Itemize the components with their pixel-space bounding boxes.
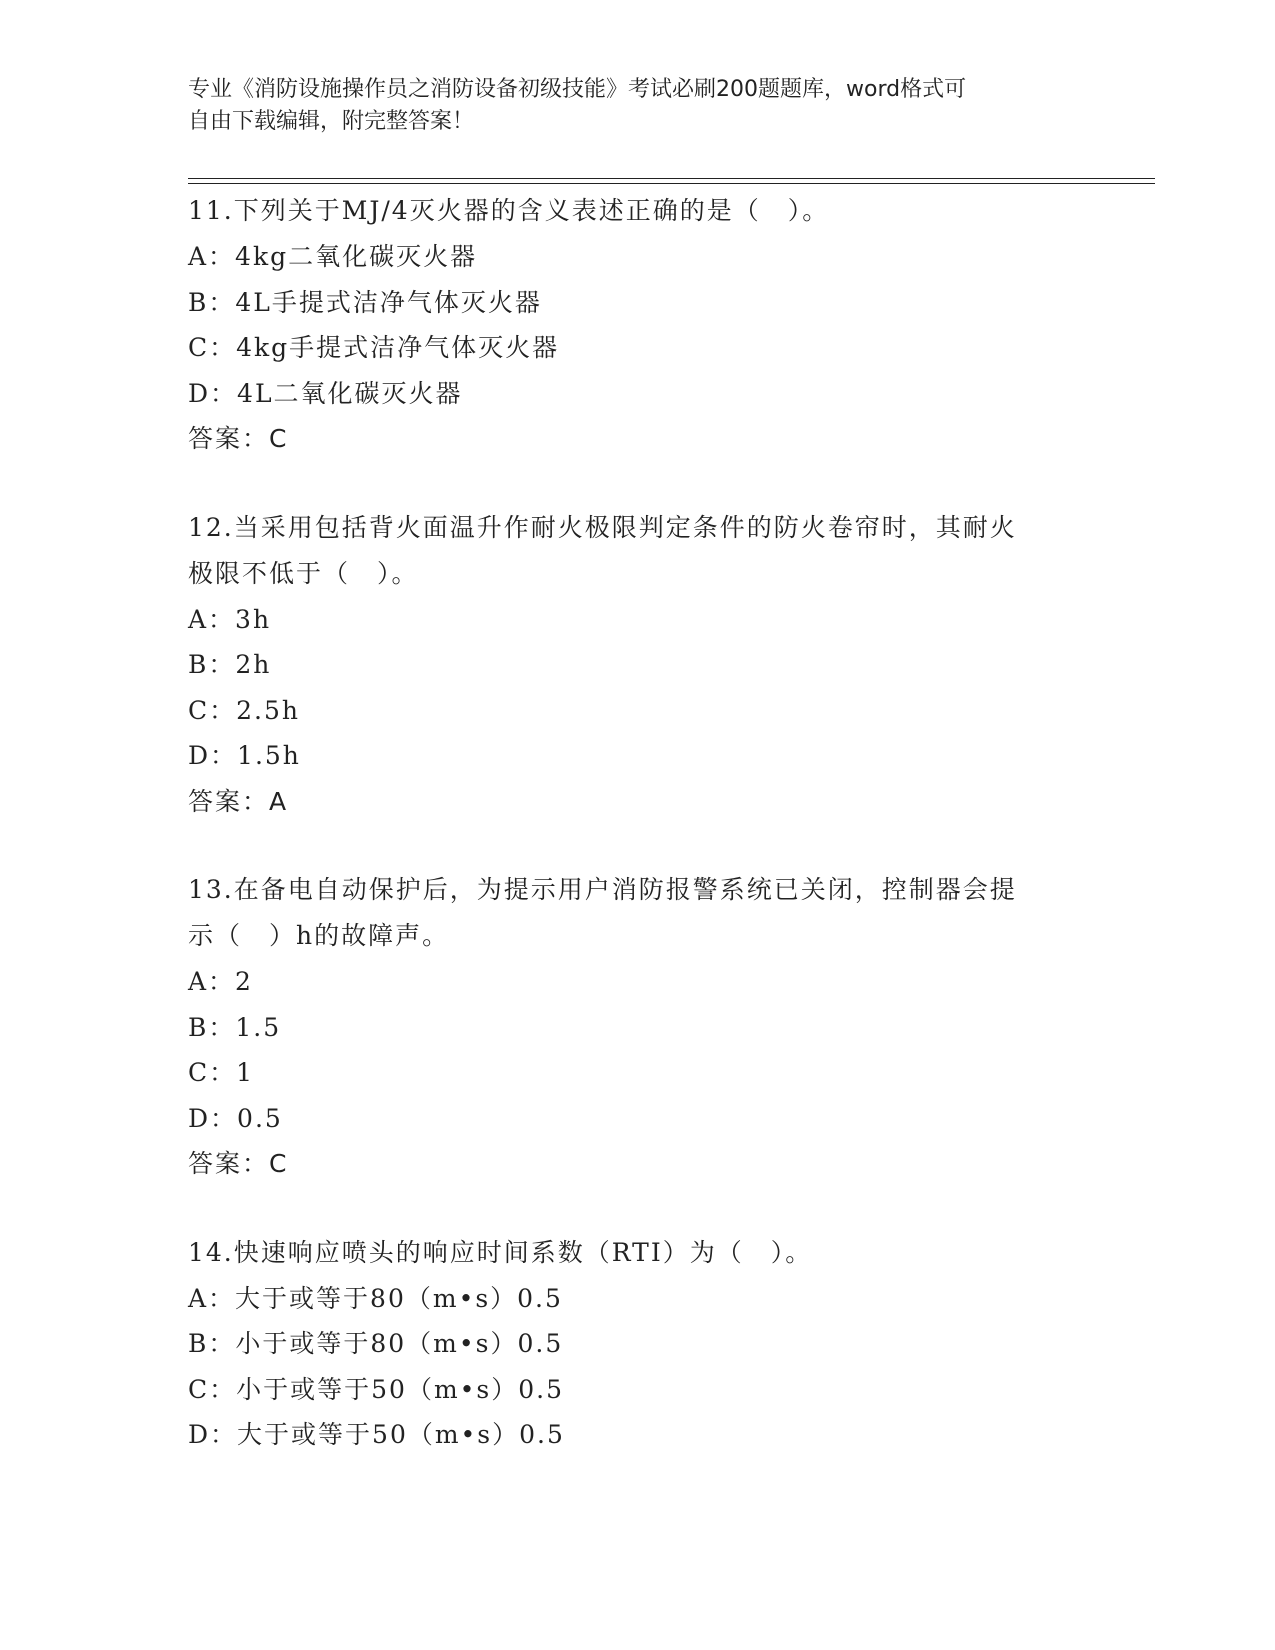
option-b: B：2h xyxy=(188,650,272,679)
header-line-2: 自由下载编辑，附完整答案！ xyxy=(188,109,475,134)
question-stem-line-2: 极限不低于（ ）。 xyxy=(188,558,419,588)
question-gap xyxy=(188,462,1088,505)
answer: 答案：C xyxy=(188,424,289,453)
question-12 xyxy=(188,505,1088,825)
question-stem: 11.下列关于MJ/4灭火器的含义表述正确的是（ ）。 xyxy=(188,196,830,225)
question-gap xyxy=(188,1187,1088,1230)
option-a: A：2 xyxy=(188,967,253,996)
question-11 xyxy=(188,188,1088,462)
option-b: B：1.5 xyxy=(188,1012,282,1042)
answer: 答案：C xyxy=(188,1149,289,1178)
option-d: D：0.5 xyxy=(188,1103,283,1133)
question-gap xyxy=(188,824,1088,867)
question-14 xyxy=(188,1230,1088,1458)
question-13 xyxy=(188,867,1088,1187)
option-d: D：大于或等于50（m•s）0.5 xyxy=(188,1420,565,1449)
option-a: A：大于或等于80（m•s）0.5 xyxy=(188,1283,563,1313)
header-divider-bottom xyxy=(188,183,1155,184)
option-c: C：小于或等于50（m•s）0.5 xyxy=(188,1374,564,1404)
header-divider-top xyxy=(188,178,1155,179)
option-b: B：4L手提式洁净气体灭火器 xyxy=(188,287,542,317)
option-c: C：2.5h xyxy=(188,695,300,725)
question-stem-line-1: 13.在备电自动保护后，为提示用户消防报警系统已关闭，控制器会提 xyxy=(188,875,1017,904)
header-line-1: 专业《消防设施操作员之消防设备初级技能》考试必刷200题题库，word格式可 xyxy=(188,77,967,102)
option-c: C：4kg手提式洁净气体灭火器 xyxy=(188,333,560,362)
question-list xyxy=(188,188,1088,1458)
option-d: D：4L二氧化碳灭火器 xyxy=(188,378,463,408)
question-stem-line-1: 12.当采用包括背火面温升作耐火极限判定条件的防火卷帘时，其耐火 xyxy=(188,512,1017,542)
option-d: D：1.5h xyxy=(188,741,301,770)
option-a: A：3h xyxy=(188,604,272,634)
question-stem-line-2: 示（ ）h的故障声。 xyxy=(188,921,450,950)
document-header xyxy=(188,74,1088,138)
option-a: A：4kg二氧化碳灭火器 xyxy=(188,242,478,271)
answer: 答案：A xyxy=(188,786,289,816)
question-stem: 14.快速响应喷头的响应时间系数（RTI）为（ ）。 xyxy=(188,1237,813,1267)
option-b: B：小于或等于80（m•s）0.5 xyxy=(188,1329,564,1358)
option-c: C：1 xyxy=(188,1058,255,1087)
